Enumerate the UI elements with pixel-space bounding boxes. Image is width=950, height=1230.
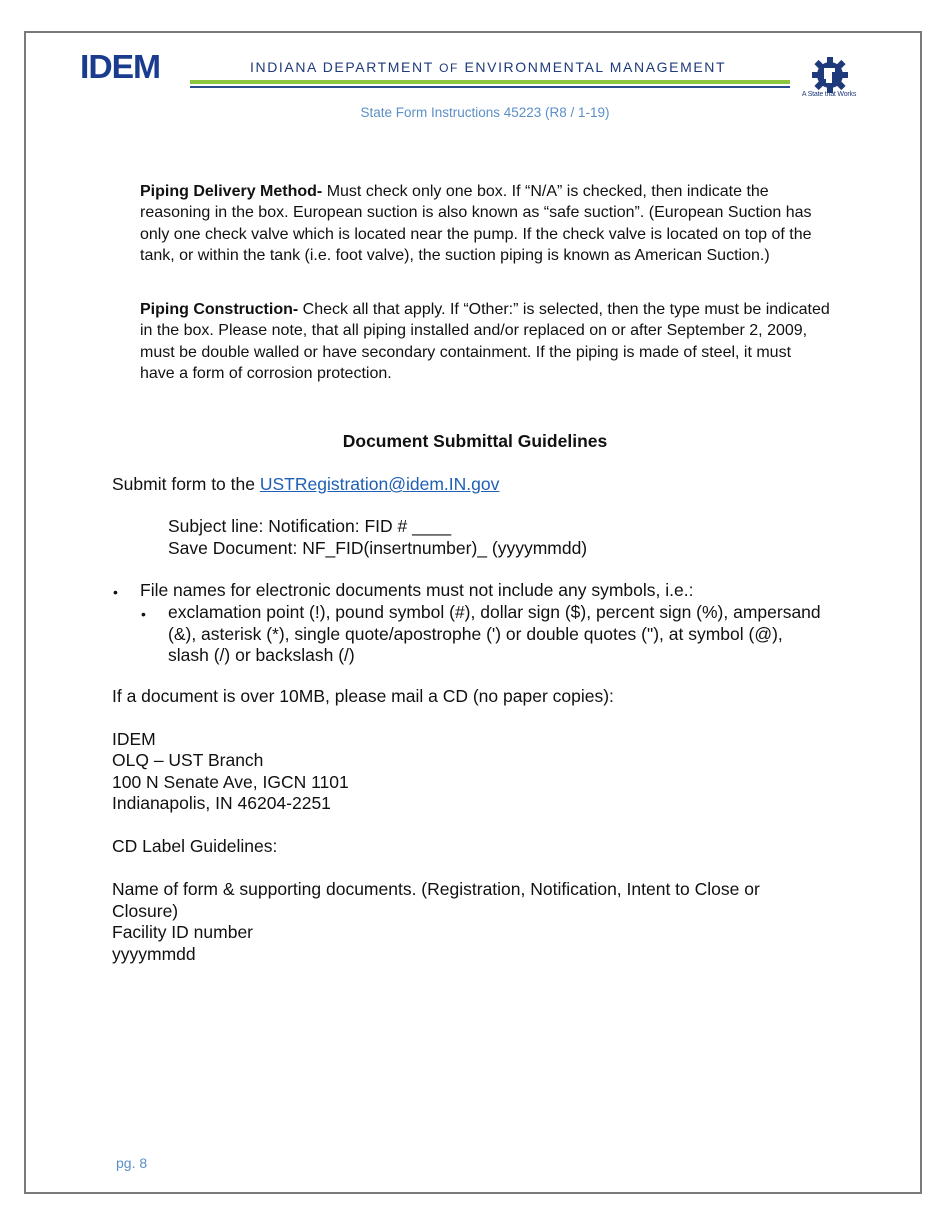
cd-label-item: yyyymmdd: [112, 944, 196, 964]
save-document-line: Save Document: NF_FID(insertnumber)_ (yyyymmdd): [168, 538, 588, 558]
cd-label-item: Facility ID number: [112, 922, 254, 942]
header-blue-rule: [190, 86, 790, 88]
department-title: [250, 59, 726, 75]
department-of: OF: [439, 61, 459, 75]
bullet-sub: exclamation point (!), pound symbol (#), dollar sign ($), percent sign (%), ampersand (&), asterisk (*), single quote/apostrophe (') or double quotes ("), at symbol (@), slash (/) or backslash (/): [168, 602, 821, 665]
cd-label-title: CD Label Guidelines:: [112, 836, 278, 856]
header-green-rule: [190, 80, 790, 84]
bullet-marker: •: [113, 584, 118, 600]
email-link[interactable]: USTRegistration@idem.IN.gov: [259, 474, 500, 494]
piping-delivery-text: Must check only one box. If “N/A” is checked, then indicate the reasoning in the box. European suction is also known as “safe suction”. (European Suction has only one check valve which is located near the pump. If the check valve is located on top of the tank, or within the tank (i.e. foot valve), the suction piping is known as American Suction.): [140, 183, 812, 264]
piping-delivery-label: Piping Delivery Method-: [140, 183, 323, 200]
state-gear-icon: [808, 55, 852, 95]
bullet-marker-sub: •: [141, 606, 146, 622]
idem-logo: IDEM: [80, 48, 161, 85]
bullet-main: File names for electronic documents must not include any symbols, i.e.:: [140, 580, 694, 600]
address-line: 100 N Senate Ave, IGCN 1101: [112, 772, 349, 792]
department-rest: ENVIRONMENTAL MANAGEMENT: [464, 59, 727, 75]
address-line: OLQ – UST Branch: [112, 750, 264, 770]
submit-prefix: Submit form to the: [112, 474, 260, 494]
submit-line: [112, 474, 499, 496]
piping-construction-paragraph: [140, 299, 830, 384]
address-line: IDEM: [112, 729, 156, 749]
piping-construction-text: Check all that apply. If “Other:” is selected, then the type must be indicated in the box. Please note, that all piping installed and/or replaced on or after September 2, 2009, must be double walled or have secondary containment. If the piping is made of steel, it must have a form of corrosion protection.: [140, 301, 830, 382]
page-number: pg. 8: [116, 1155, 148, 1171]
address-line: Indianapolis, IN 46204-2251: [112, 793, 331, 813]
subject-line: Subject line: Notification: FID # ____: [168, 516, 452, 536]
section-title: Document Submittal Guidelines: [342, 431, 608, 451]
state-tagline: A State that Works: [801, 91, 857, 98]
department-main: INDIANA DEPARTMENT: [250, 59, 434, 75]
piping-delivery-paragraph: [140, 181, 830, 266]
cd-label-item: Name of form & supporting documents. (Registration, Notification, Intent to Close or Closure): [112, 879, 760, 921]
piping-construction-label: Piping Construction-: [140, 301, 299, 318]
large-document-note: If a document is over 10MB, please mail a CD (no paper copies):: [112, 686, 614, 706]
form-identifier: State Form Instructions 45223 (R8 / 1-19): [360, 105, 610, 120]
